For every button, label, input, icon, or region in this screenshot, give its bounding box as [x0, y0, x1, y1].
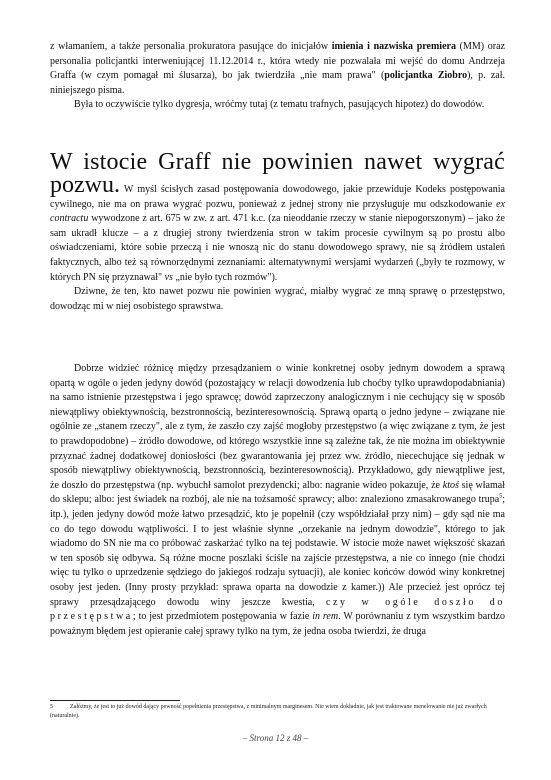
- text-run: „nie było tych rozmów").: [172, 271, 278, 283]
- italic-text: in rem: [312, 611, 339, 623]
- italic-text: ex contractu: [50, 198, 505, 225]
- italic-text: vs: [164, 271, 173, 283]
- argument-block: [50, 362, 505, 639]
- paragraph: [50, 362, 505, 639]
- section-heading: W istocie Graff nie powinien nawet wygrać: [50, 149, 505, 175]
- text-run: ), p. zał. niniejszego pisma.: [50, 70, 505, 96]
- italic-text: ktoś: [442, 479, 459, 491]
- footnote-number: 5: [50, 704, 53, 710]
- text-run: . W porównaniu z tym wszystkim bardzo poważnym błędem jest opieranie całej sprawy tylko na tym, że jedna osoba twierdzi, że druga: [50, 611, 505, 637]
- text-run: Dobrze widzieć różnicę między przesądzaniem o winie konkretnej osoby jednym dowodem a sprawą opartą w ogóle o jeden jedyny dowód (pozostający w relacji dowodzenia lub choćby tylko uprawdopodabniania) na samo istnienie przestępstwa i jego sprawcę; dowód zaprzeczony analogicznym i nie cechujący się w sposób niewątpliwy obiektywnością, bezstronnością, bezinteresownością. Sprawą opartą o jedno jedyne – związane nie ogólnie ze „stanem rzeczy", ale z tym, że zaszło czy zajść mogłoby przestępstwo (a więc związane z tym, że jest to prawdopodobne) – źródło dowodowe, od którego wszystkie inne są zależne tak, że nie można im obiektywnie przyznać żadnej dodatkowej doniosłości (bez gwarantowania jej przez ww. źródło, niecechujące się jednak w sposób niewątpliwy obiektywnością, bezstronnością, bezinteresownością). Przykładowo, gdy niewątpliwe jest, że doszło do przestępstwa (np. wybuchł samolot prezydencki; albo: nagranie wideo pokazuje, że: [50, 363, 505, 491]
- page-number: – Strona 12 z 48 –: [242, 733, 309, 743]
- spaced-text: czy w ogóle doszło do przestępstwa: [50, 596, 505, 623]
- heading-continuation: pozwu.: [50, 172, 120, 198]
- text-run: z włamaniem, a także personalia prokuratora pasujące do inicjałów: [50, 41, 332, 52]
- bold-text: policjantka Ziobro: [384, 70, 468, 82]
- bold-text: imienia i nazwiska premiera: [331, 41, 456, 52]
- paragraph: [50, 172, 505, 285]
- text-run: W myśl ścisłych zasad postępowania dowodowego, jakie przewiduje Kodeks postępowania cywilnego, nie ma on prawa wygrać pozwu, ponieważ z jednej strony nie przysługuje mu odszkodowanie: [50, 184, 505, 210]
- text-run: (MM) oraz personalia policjantki interweniującej 11.12.2014 r., która wtedy nie pozwalała mi wejść do domu Andrzeja Graffa (w czym pomagał mi ślusarza), bo jak twierdziła „nie mam prawa" (: [50, 41, 506, 82]
- text-run: wywodzone z art. 675 w zw. z art. 471 k.c. (za nieoddanie rzeczy w stanie niepogorszonym) – jako że sam ukradł klucze – a z drugiej strony twierdzenia stron w takim procesie cywilnym są po prostu albo oświadczeniami, które sobie przeczą i nie wnoszą nic do stanu dowodowego sprawy, nie są źródłem ustaleń faktycznych, albo też są równorzędnymi zeznaniami: alternatywnymi wersjami wydarzeń („były te rozmowy, w których PN się przyznawał": [50, 213, 505, 283]
- text-run: ; itp.), jeden jedyny dowód może łatwo przesądzić, kto je popełnił (czy współdziałał przy nim) – gdy sąd nie ma co do tego dowodu wątpliwości. I to jest właśnie słynne „orzekanie na jednym dowodzie", którego to jak wiadomo do SN nie ma co próbować zaskarżać tylko na tej podstawie. W istocie może nawet większość skazań w ten sposób się odbywa. Są różne mocne poszlaki ściśle na zajście przestępstwa, a nie co innego (nie chodzi więc tu tylko o uprzedzenie sędziego do jakiegoś rodzaju sytuacji), ale koniec końców dowód winy konkretnej osoby jest jeden. (Inny prosty przykład: sprawa oparta na dowodzie z kamer.)) Ale przecież jest oprócz tej sprawy przesądzającego dowodu winy jeszcze kwestia,: [50, 494, 505, 608]
- intro-block: [50, 40, 505, 113]
- footnote-text: Załóżmy, że jest to już dowód dający pewność popełnienia przestępstwa, z minimalnym marginesem. Nie wiem dokładnie, jak jest traktowane menelowanie nie już zwarłych (naturalnie).: [50, 704, 487, 719]
- paragraph: [50, 40, 505, 98]
- footnote-ref[interactable]: 5: [499, 494, 503, 501]
- footnote-divider: [50, 700, 180, 701]
- main-block: [50, 172, 505, 314]
- text-run: ; to jest przedmiotem postępowania w fazie: [132, 611, 313, 623]
- footnote: [50, 703, 505, 720]
- paragraph: Dziwne, że ten, kto nawet pozwu nie powinien wygrać, miałby wygrać ze mną sprawę o przestępstwo, dowodząc mi w niej osobistego sprawstwa.: [50, 286, 505, 312]
- text-run: się włamał do sklepu; albo: jest świadek na rozbój, ale nie na tożsamość sprawcy; albo: znaleziono zmasakrowanego trupa: [50, 479, 505, 506]
- paragraph: Była to oczywiście tylko dygresja, wróćmy tutaj (z tematu trafnych, pasujących hipotez) do dowodów.: [74, 99, 485, 111]
